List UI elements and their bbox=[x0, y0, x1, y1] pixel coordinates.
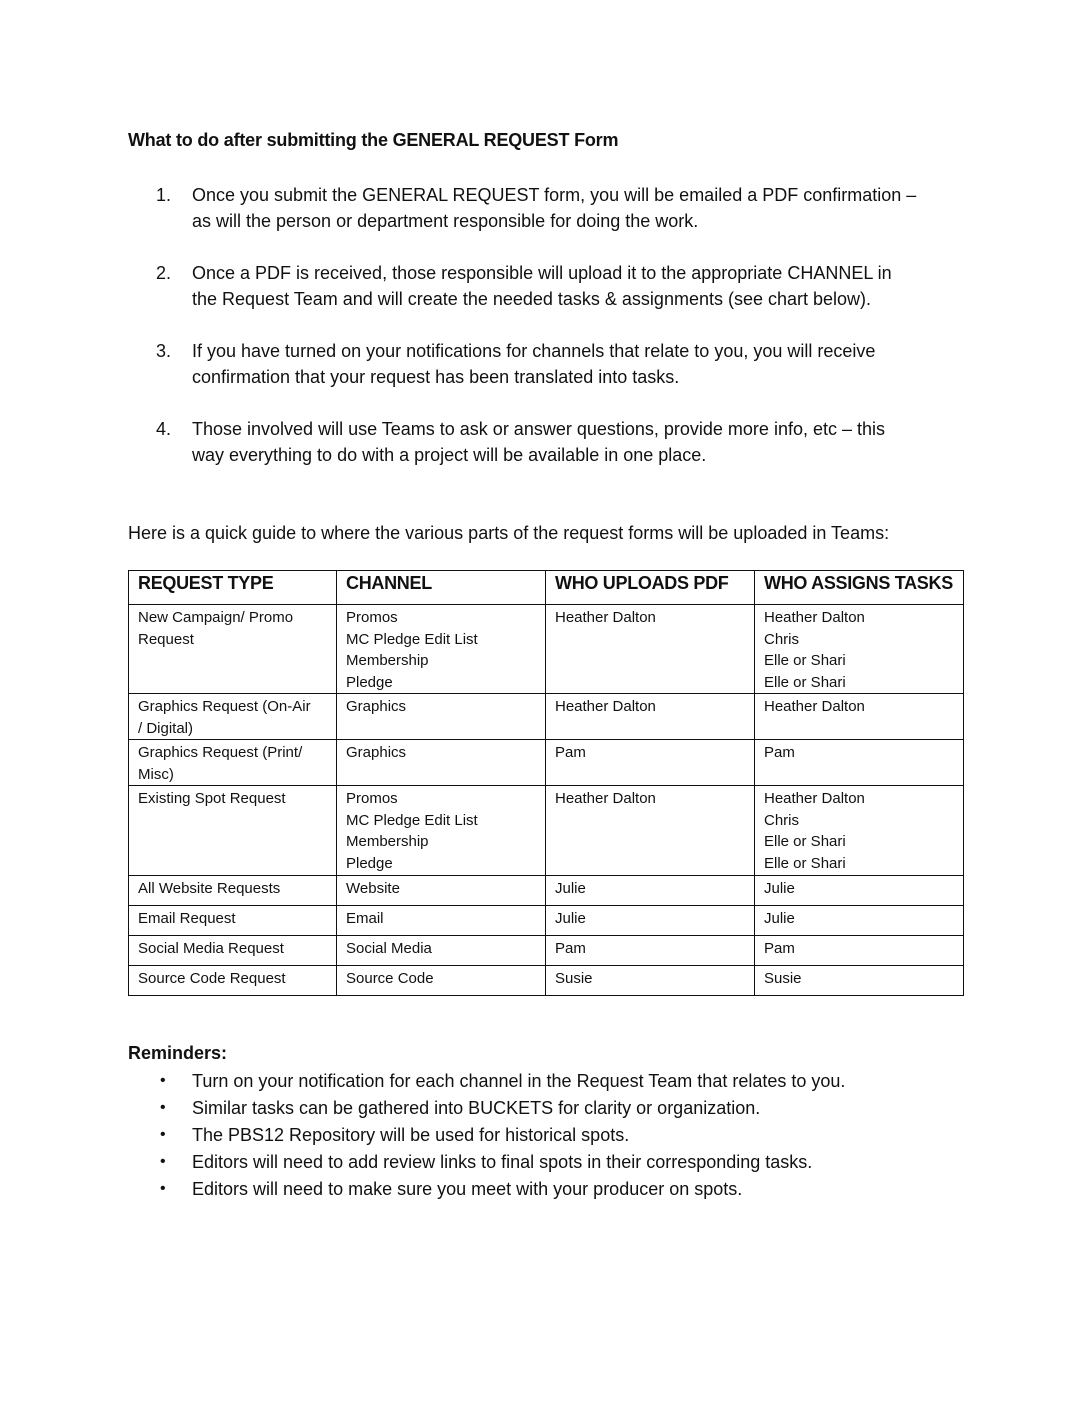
reminder-text: Editors will need to add review links to final spots in their corresponding tasks. bbox=[192, 1152, 813, 1172]
reminder-text: Editors will need to make sure you meet with your producer on spots. bbox=[192, 1179, 743, 1199]
cell-line: Pledge bbox=[346, 673, 393, 691]
uploader-cell bbox=[546, 966, 755, 996]
cell-line: Source Code bbox=[346, 970, 434, 987]
cell-line: Susie bbox=[764, 970, 802, 987]
table-row bbox=[129, 694, 964, 740]
header-who-uploads-pdf: WHO UPLOADS PDF bbox=[546, 571, 755, 605]
assigner-cell bbox=[755, 740, 964, 786]
channel-cell bbox=[337, 966, 546, 996]
cell-line: Graphics Request (Print/ bbox=[138, 744, 303, 761]
uploader-cell bbox=[546, 694, 755, 740]
step-text-line: the Request Team and will create the needed tasks & assignments (see chart below). bbox=[192, 289, 872, 309]
cell-line: Membership bbox=[346, 652, 429, 669]
cell-line: Email bbox=[346, 910, 384, 927]
cell-line: Heather Dalton bbox=[764, 698, 865, 715]
cell-line: Heather Dalton bbox=[764, 609, 865, 626]
step-text-line: Once you submit the GENERAL REQUEST form, you will be emailed a PDF confirmation – bbox=[192, 185, 917, 205]
reminders-title: Reminders: bbox=[128, 1043, 228, 1063]
cell-line: Source Code Request bbox=[138, 970, 286, 987]
request-type-cell bbox=[129, 966, 337, 996]
cell-line: Pam bbox=[555, 744, 586, 761]
request-type-cell bbox=[129, 605, 337, 694]
table-header-row bbox=[129, 571, 964, 605]
step-text-line: Once a PDF is received, those responsible will upload it to the appropriate CHANNEL in bbox=[192, 263, 892, 283]
cell-line: Promos bbox=[346, 609, 398, 626]
cell-line: Social Media Request bbox=[138, 940, 284, 957]
cell-line: Graphics bbox=[346, 698, 407, 715]
cell-line: Heather Dalton bbox=[555, 609, 656, 626]
channel-cell bbox=[337, 605, 546, 694]
table-row bbox=[129, 906, 964, 936]
cell-line: Graphics bbox=[346, 744, 407, 761]
cell-line: Heather Dalton bbox=[555, 790, 656, 807]
request-type-cell bbox=[129, 786, 337, 876]
bullet-icon: • bbox=[160, 1180, 166, 1197]
assigner-cell bbox=[755, 906, 964, 936]
table-row bbox=[129, 786, 964, 876]
step-text bbox=[192, 260, 982, 312]
cell-line: Pam bbox=[764, 744, 795, 761]
reminder-text: Similar tasks can be gathered into BUCKETS for clarity or organization. bbox=[192, 1098, 761, 1118]
step-number: 4. bbox=[156, 419, 172, 439]
step-text bbox=[192, 416, 982, 468]
assigner-cell bbox=[755, 966, 964, 996]
cell-line: Pam bbox=[764, 940, 795, 957]
cell-line: MC Pledge Edit List bbox=[346, 630, 478, 648]
request-guide-table bbox=[128, 570, 964, 996]
uploader-cell bbox=[546, 605, 755, 694]
step-text-line: If you have turned on your notifications for channels that relate to you, you will receive bbox=[192, 341, 876, 361]
cell-line: Heather Dalton bbox=[764, 790, 865, 807]
header-who-assigns-tasks: WHO ASSIGNS TASKS bbox=[755, 571, 964, 605]
step-number: 2. bbox=[156, 263, 172, 283]
cell-line: Existing Spot Request bbox=[138, 790, 286, 807]
cell-line: All Website Requests bbox=[138, 880, 281, 897]
cell-line: Graphics Request (On-Air bbox=[138, 698, 311, 715]
cell-line: Misc) bbox=[138, 765, 174, 783]
uploader-cell bbox=[546, 906, 755, 936]
step-text-line: way everything to do with a project will be available in one place. bbox=[192, 445, 707, 465]
assigner-cell bbox=[755, 605, 964, 694]
assigner-cell bbox=[755, 876, 964, 906]
channel-cell bbox=[337, 906, 546, 936]
cell-line: Pledge bbox=[346, 854, 393, 872]
cell-line: Chris bbox=[764, 811, 800, 829]
header-request-type: REQUEST TYPE bbox=[129, 571, 337, 605]
channel-cell bbox=[337, 786, 546, 876]
document-title: What to do after submitting the GENERAL REQUEST Form bbox=[128, 130, 619, 150]
cell-line: MC Pledge Edit List bbox=[346, 811, 478, 829]
uploader-cell bbox=[546, 936, 755, 966]
cell-line: Julie bbox=[555, 880, 586, 897]
table-body bbox=[129, 605, 964, 996]
cell-line: Email Request bbox=[138, 910, 236, 927]
request-type-cell bbox=[129, 740, 337, 786]
step-text bbox=[192, 182, 982, 234]
bullet-icon: • bbox=[160, 1072, 166, 1089]
table-row bbox=[129, 605, 964, 694]
assigner-cell bbox=[755, 786, 964, 876]
cell-line: Promos bbox=[346, 790, 398, 807]
cell-line: Susie bbox=[555, 970, 593, 987]
table-row bbox=[129, 876, 964, 906]
bullet-icon: • bbox=[160, 1126, 166, 1143]
cell-line: Elle or Shari bbox=[764, 833, 846, 850]
cell-line: Pam bbox=[555, 940, 586, 957]
request-type-cell bbox=[129, 936, 337, 966]
cell-line: Elle or Shari bbox=[764, 673, 846, 691]
step-number: 3. bbox=[156, 341, 172, 361]
bullet-icon: • bbox=[160, 1153, 166, 1170]
step-text-line: confirmation that your request has been translated into tasks. bbox=[192, 367, 680, 387]
request-type-cell bbox=[129, 906, 337, 936]
step-text bbox=[192, 338, 982, 390]
cell-line: Julie bbox=[764, 880, 795, 897]
cell-line: Julie bbox=[764, 910, 795, 927]
request-type-cell bbox=[129, 694, 337, 740]
uploader-cell bbox=[546, 740, 755, 786]
table-row bbox=[129, 966, 964, 996]
cell-line: Website bbox=[346, 880, 400, 897]
cell-line: Heather Dalton bbox=[555, 698, 656, 715]
table-row bbox=[129, 936, 964, 966]
cell-line: New Campaign/ Promo bbox=[138, 609, 294, 626]
cell-line: Membership bbox=[346, 833, 429, 850]
cell-line: Elle or Shari bbox=[764, 652, 846, 669]
header-channel: CHANNEL bbox=[337, 571, 546, 605]
table-intro: Here is a quick guide to where the various parts of the request forms will be uploaded in Teams: bbox=[128, 523, 890, 543]
channel-cell bbox=[337, 740, 546, 786]
request-type-cell bbox=[129, 876, 337, 906]
cell-line: Social Media bbox=[346, 940, 432, 957]
assigner-cell bbox=[755, 694, 964, 740]
channel-cell bbox=[337, 876, 546, 906]
reminder-text: The PBS12 Repository will be used for historical spots. bbox=[192, 1125, 630, 1145]
uploader-cell bbox=[546, 786, 755, 876]
reminder-text: Turn on your notification for each channel in the Request Team that relates to you. bbox=[192, 1071, 846, 1091]
cell-line: Elle or Shari bbox=[764, 854, 846, 872]
cell-line: / Digital) bbox=[138, 719, 194, 737]
cell-line: Julie bbox=[555, 910, 586, 927]
step-text-line: as will the person or department responsible for doing the work. bbox=[192, 211, 699, 231]
cell-line: Chris bbox=[764, 630, 800, 648]
table-row bbox=[129, 740, 964, 786]
step-number: 1. bbox=[156, 185, 172, 205]
assigner-cell bbox=[755, 936, 964, 966]
channel-cell bbox=[337, 936, 546, 966]
uploader-cell bbox=[546, 876, 755, 906]
cell-line: Request bbox=[138, 630, 194, 648]
bullet-icon: • bbox=[160, 1099, 166, 1116]
step-text-line: Those involved will use Teams to ask or answer questions, provide more info, etc – this bbox=[192, 419, 885, 439]
channel-cell bbox=[337, 694, 546, 740]
